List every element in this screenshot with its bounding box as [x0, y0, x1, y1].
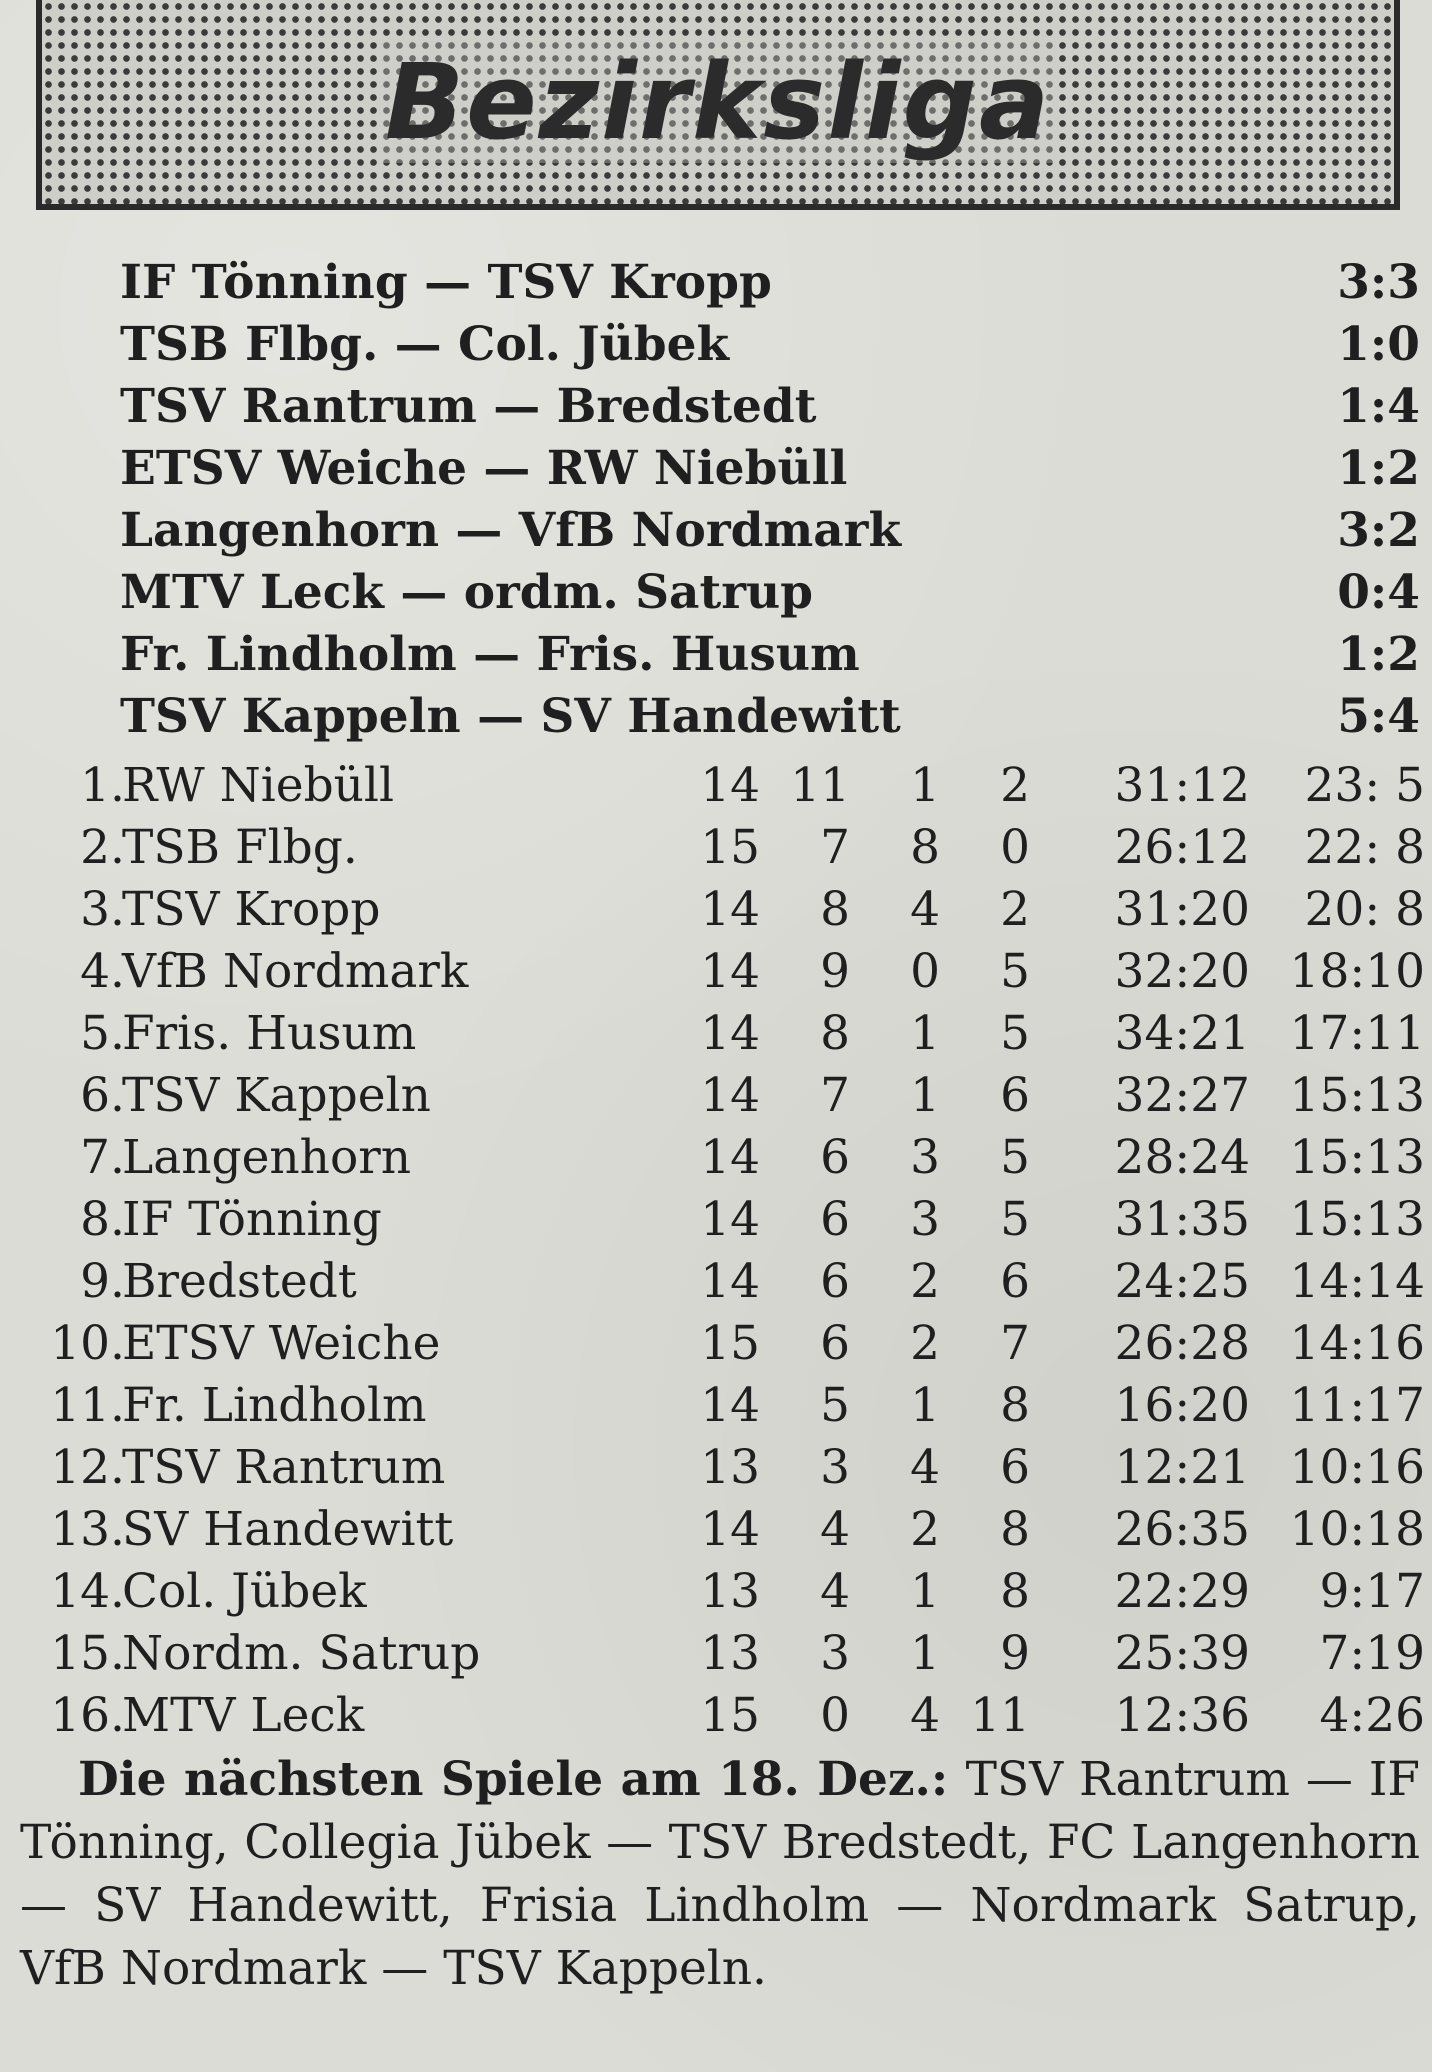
standing-losses: 5: [1000, 1006, 1030, 1061]
result-match: TSV Rantrum — Bredstedt: [120, 379, 817, 434]
standing-goals: 24:25: [1114, 1254, 1250, 1309]
result-row: [120, 500, 1420, 562]
standing-team: TSB Flbg.: [122, 820, 358, 875]
standing-rank: 16.: [50, 1688, 125, 1743]
header-box: [36, 0, 1400, 210]
standing-goals: 31:20: [1114, 882, 1250, 937]
standing-draws: 4: [910, 1688, 940, 1743]
standing-wins: 11: [790, 758, 850, 813]
standing-goals: 12:21: [1114, 1440, 1250, 1495]
table-row: [20, 1499, 1425, 1561]
standing-points: 14:14: [1289, 1254, 1425, 1309]
standing-wins: 8: [820, 882, 850, 937]
next-games-paragraph: [20, 1748, 1420, 2000]
table-row: [20, 1313, 1425, 1375]
standing-draws: 1: [910, 1626, 940, 1681]
standing-team: TSV Kappeln: [122, 1068, 431, 1123]
standing-games: 14: [700, 1502, 760, 1557]
standing-wins: 3: [820, 1440, 850, 1495]
standing-draws: 8: [910, 820, 940, 875]
standing-draws: 2: [910, 1316, 940, 1371]
standing-losses: 2: [1000, 758, 1030, 813]
standing-games: 14: [700, 882, 760, 937]
standing-games: 14: [700, 1378, 760, 1433]
standing-team: Nordm. Satrup: [122, 1626, 481, 1681]
standing-points: 22: 8: [1304, 820, 1425, 875]
standing-team: VfB Nordmark: [122, 944, 469, 999]
standing-points: 18:10: [1289, 944, 1425, 999]
standing-points: 9:17: [1319, 1564, 1425, 1619]
result-score: 1:2: [1337, 441, 1420, 496]
standing-rank: 8.: [80, 1192, 125, 1247]
standing-rank: 4.: [80, 944, 125, 999]
standing-points: 11:17: [1289, 1378, 1425, 1433]
result-match: TSV Kappeln — SV Handewitt: [120, 689, 901, 744]
result-match: Fr. Lindholm — Fris. Husum: [120, 627, 860, 682]
result-score: 3:2: [1337, 503, 1420, 558]
result-score: 3:3: [1337, 255, 1420, 310]
standing-rank: 3.: [80, 882, 125, 937]
result-match: TSB Flbg. — Col. Jübek: [120, 317, 730, 372]
result-match: ETSV Weiche — RW Niebüll: [120, 441, 848, 496]
standing-draws: 1: [910, 1068, 940, 1123]
standing-goals: 34:21: [1114, 1006, 1250, 1061]
standing-rank: 10.: [50, 1316, 125, 1371]
standing-team: ETSV Weiche: [122, 1316, 441, 1371]
page-title: Bezirksliga: [379, 41, 1057, 163]
standing-draws: 4: [910, 882, 940, 937]
standing-points: 15:13: [1289, 1068, 1425, 1123]
standing-games: 13: [700, 1440, 760, 1495]
standing-rank: 15.: [50, 1626, 125, 1681]
standing-losses: 5: [1000, 1130, 1030, 1185]
standing-wins: 6: [820, 1254, 850, 1309]
standing-wins: 7: [820, 820, 850, 875]
standing-rank: 1.: [80, 758, 125, 813]
standing-points: 14:16: [1289, 1316, 1425, 1371]
result-row: [120, 686, 1420, 748]
standing-goals: 25:39: [1114, 1626, 1250, 1681]
standing-wins: 0: [820, 1688, 850, 1743]
standing-games: 14: [700, 1006, 760, 1061]
result-row: [120, 376, 1420, 438]
standing-team: SV Handewitt: [122, 1502, 454, 1557]
standing-games: 15: [700, 820, 760, 875]
standing-team: TSV Rantrum: [122, 1440, 446, 1495]
standing-goals: 16:20: [1114, 1378, 1250, 1433]
standing-points: 4:26: [1319, 1688, 1425, 1743]
standing-losses: 2: [1000, 882, 1030, 937]
standing-wins: 7: [820, 1068, 850, 1123]
standing-losses: 11: [970, 1688, 1030, 1743]
standing-games: 14: [700, 1130, 760, 1185]
standings-table: [20, 755, 1425, 1747]
standing-games: 14: [700, 1192, 760, 1247]
standing-rank: 2.: [80, 820, 125, 875]
standing-points: 20: 8: [1304, 882, 1425, 937]
standing-losses: 0: [1000, 820, 1030, 875]
standing-goals: 26:35: [1114, 1502, 1250, 1557]
standing-rank: 13.: [50, 1502, 125, 1557]
table-row: [20, 1127, 1425, 1189]
standing-draws: 4: [910, 1440, 940, 1495]
result-match: IF Tönning — TSV Kropp: [120, 255, 772, 310]
standing-rank: 5.: [80, 1006, 125, 1061]
table-row: [20, 1065, 1425, 1127]
standing-goals: 22:29: [1114, 1564, 1250, 1619]
standing-rank: 9.: [80, 1254, 125, 1309]
standing-games: 14: [700, 1068, 760, 1123]
standing-draws: 2: [910, 1502, 940, 1557]
standing-losses: 6: [1000, 1440, 1030, 1495]
result-score: 5:4: [1337, 689, 1420, 744]
standing-wins: 4: [820, 1502, 850, 1557]
standing-points: 7:19: [1319, 1626, 1425, 1681]
standing-draws: 3: [910, 1130, 940, 1185]
standing-draws: 3: [910, 1192, 940, 1247]
standing-draws: 2: [910, 1254, 940, 1309]
standing-team: Fr. Lindholm: [122, 1378, 427, 1433]
standing-points: 10:18: [1289, 1502, 1425, 1557]
standing-goals: 26:28: [1114, 1316, 1250, 1371]
standing-wins: 8: [820, 1006, 850, 1061]
standing-team: MTV Leck: [122, 1688, 365, 1743]
standing-rank: 7.: [80, 1130, 125, 1185]
standing-games: 13: [700, 1626, 760, 1681]
standing-losses: 7: [1000, 1316, 1030, 1371]
table-row: [20, 1437, 1425, 1499]
table-row: [20, 941, 1425, 1003]
result-score: 0:4: [1337, 565, 1420, 620]
standing-draws: 1: [910, 758, 940, 813]
standing-losses: 8: [1000, 1564, 1030, 1619]
table-row: [20, 1375, 1425, 1437]
standing-games: 15: [700, 1688, 760, 1743]
standing-losses: 6: [1000, 1068, 1030, 1123]
table-row: [20, 1189, 1425, 1251]
standing-team: RW Niebüll: [122, 758, 394, 813]
standing-draws: 1: [910, 1378, 940, 1433]
standing-games: 14: [700, 944, 760, 999]
result-match: MTV Leck — ordm. Satrup: [120, 565, 814, 620]
table-row: [20, 755, 1425, 817]
standing-games: 14: [700, 758, 760, 813]
result-score: 1:4: [1337, 379, 1420, 434]
standing-points: 15:13: [1289, 1130, 1425, 1185]
standing-team: TSV Kropp: [122, 882, 381, 937]
standing-wins: 9: [820, 944, 850, 999]
standing-team: Langenhorn: [122, 1130, 411, 1185]
standing-team: Bredstedt: [122, 1254, 357, 1309]
standing-wins: 6: [820, 1192, 850, 1247]
table-row: [20, 1561, 1425, 1623]
table-row: [20, 817, 1425, 879]
standing-goals: 31:35: [1114, 1192, 1250, 1247]
standing-rank: 11.: [50, 1378, 125, 1433]
result-score: 1:2: [1337, 627, 1420, 682]
table-row: [20, 1003, 1425, 1065]
standing-rank: 12.: [50, 1440, 125, 1495]
standing-losses: 8: [1000, 1502, 1030, 1557]
standing-goals: 31:12: [1114, 758, 1250, 813]
standing-goals: 12:36: [1114, 1688, 1250, 1743]
result-row: [120, 562, 1420, 624]
standing-team: IF Tönning: [122, 1192, 382, 1247]
standing-losses: 5: [1000, 944, 1030, 999]
standing-losses: 9: [1000, 1626, 1030, 1681]
standing-draws: 1: [910, 1564, 940, 1619]
result-row: [120, 438, 1420, 500]
next-games-text: TSV Rantrum — IF Tönning, Collegia Jübek — TSV Bredstedt, FC Langenhorn — SV Handewitt, Frisia Lindholm — Nordmark Satrup, VfB Nordmark — TSV Kappeln.: [20, 1752, 1421, 1996]
results-list: [120, 252, 1420, 748]
standing-games: 13: [700, 1564, 760, 1619]
standing-wins: 4: [820, 1564, 850, 1619]
standing-team: Fris. Husum: [122, 1006, 417, 1061]
standing-losses: 5: [1000, 1192, 1030, 1247]
standing-rank: 14.: [50, 1564, 125, 1619]
standing-losses: 6: [1000, 1254, 1030, 1309]
standing-goals: 32:20: [1114, 944, 1250, 999]
standing-points: 10:16: [1289, 1440, 1425, 1495]
result-row: [120, 252, 1420, 314]
result-row: [120, 624, 1420, 686]
next-games-lead: Die nächsten Spiele am 18. Dez.:: [78, 1752, 966, 1807]
standing-wins: 6: [820, 1316, 850, 1371]
standing-points: 17:11: [1289, 1006, 1425, 1061]
standing-rank: 6.: [80, 1068, 125, 1123]
table-row: [20, 1251, 1425, 1313]
standing-games: 15: [700, 1316, 760, 1371]
standing-points: 15:13: [1289, 1192, 1425, 1247]
standing-wins: 5: [820, 1378, 850, 1433]
standing-team: Col. Jübek: [122, 1564, 367, 1619]
standing-draws: 1: [910, 1006, 940, 1061]
standing-goals: 28:24: [1114, 1130, 1250, 1185]
standing-wins: 6: [820, 1130, 850, 1185]
standing-wins: 3: [820, 1626, 850, 1681]
result-row: [120, 314, 1420, 376]
standing-losses: 8: [1000, 1378, 1030, 1433]
result-match: Langenhorn — VfB Nordmark: [120, 503, 902, 558]
table-row: [20, 1685, 1425, 1747]
standing-goals: 26:12: [1114, 820, 1250, 875]
table-row: [20, 879, 1425, 941]
standing-points: 23: 5: [1304, 758, 1425, 813]
standing-draws: 0: [910, 944, 940, 999]
standing-games: 14: [700, 1254, 760, 1309]
table-row: [20, 1623, 1425, 1685]
standing-goals: 32:27: [1114, 1068, 1250, 1123]
result-score: 1:0: [1337, 317, 1420, 372]
